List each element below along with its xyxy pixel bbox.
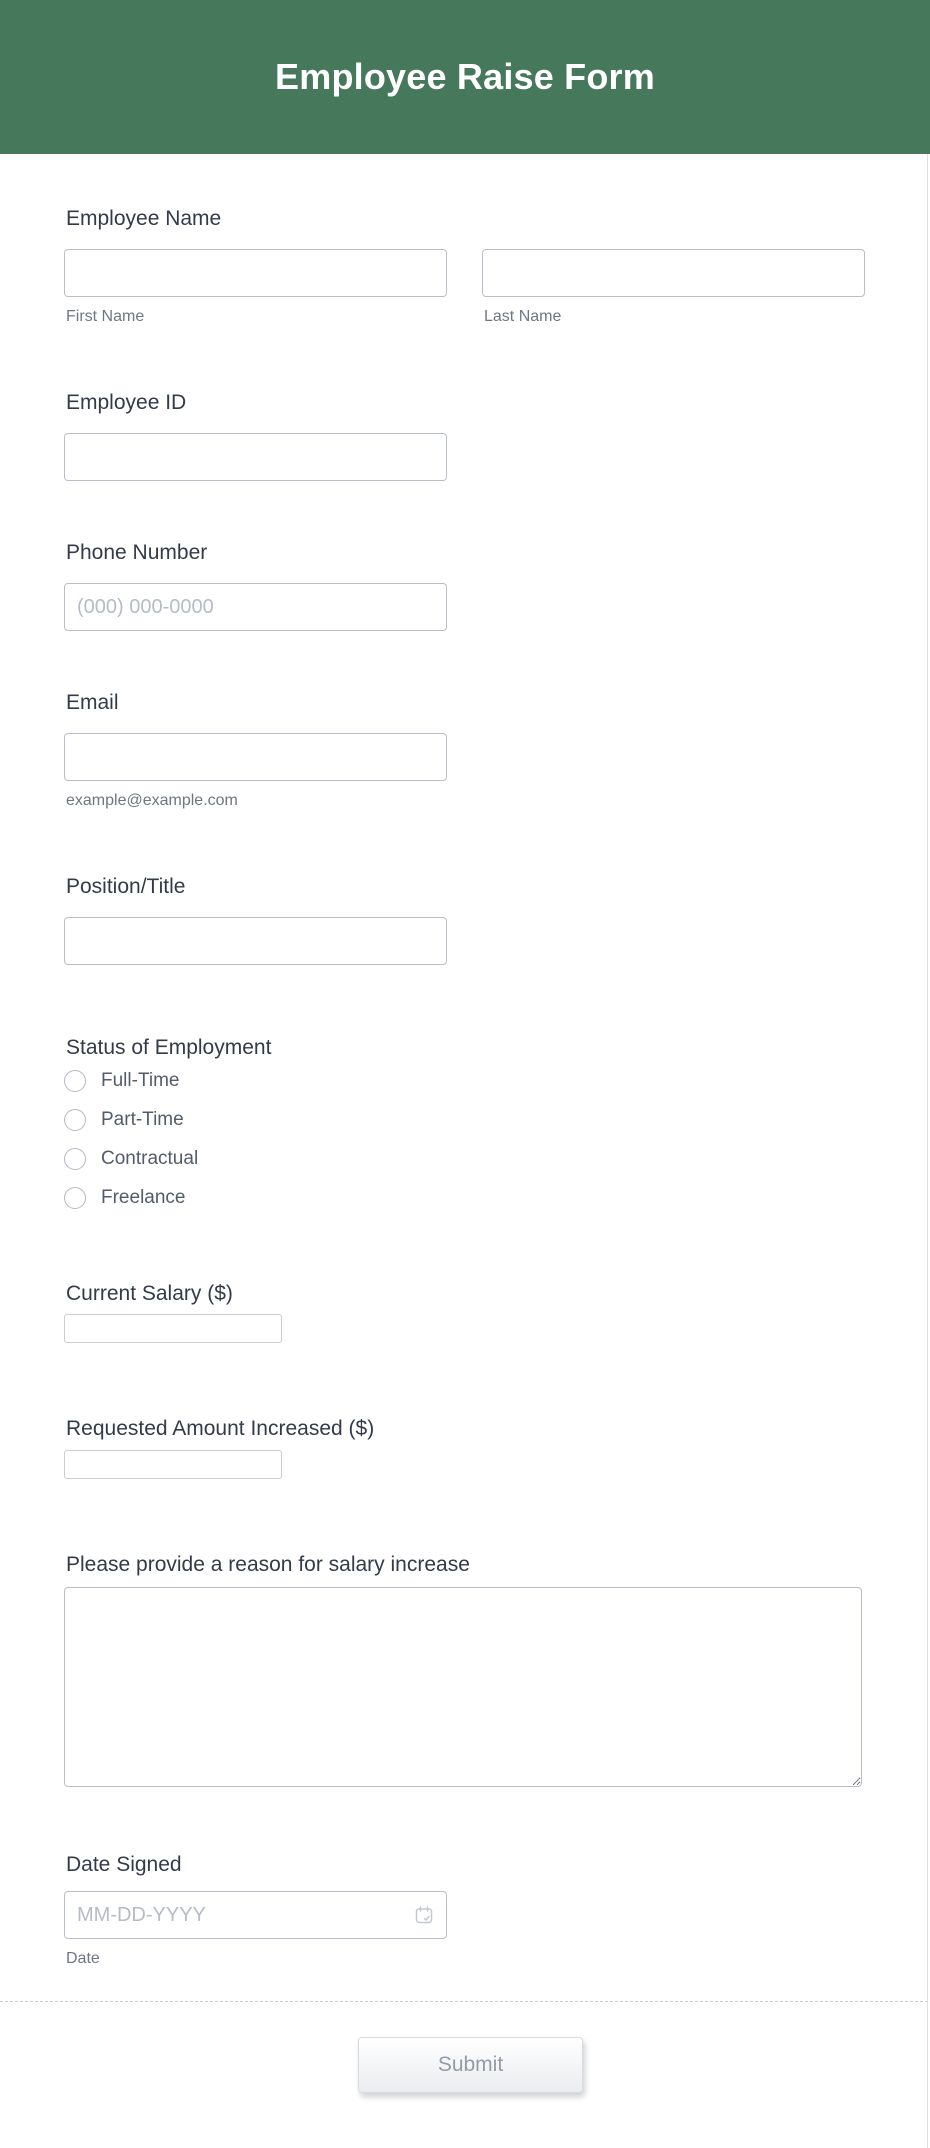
position-title-label: Position/Title: [66, 875, 186, 898]
radio-button-icon[interactable]: [64, 1070, 86, 1092]
field-raise-reason: [64, 1552, 864, 1787]
card-right-edge: [927, 154, 928, 2148]
employee-id-input[interactable]: [64, 433, 447, 481]
current-salary-label: Current Salary ($): [66, 1282, 233, 1305]
first-name-input[interactable]: [64, 249, 447, 297]
submit-button[interactable]: Submit: [358, 2037, 583, 2093]
last-name-sublabel: Last Name: [484, 308, 562, 325]
radio-option-contractual[interactable]: [64, 1139, 864, 1178]
radio-option-label: Part-Time: [101, 1108, 184, 1130]
radio-button-icon[interactable]: [64, 1187, 86, 1209]
employment-status-label: Status of Employment: [66, 1036, 272, 1059]
radio-button-icon[interactable]: [64, 1148, 86, 1170]
form-header: [0, 0, 930, 154]
email-label: Email: [66, 691, 119, 714]
field-date-signed: [64, 1852, 864, 1968]
date-signed-input[interactable]: [64, 1891, 447, 1939]
requested-amount-input[interactable]: [64, 1450, 282, 1479]
phone-number-input[interactable]: [64, 583, 447, 631]
field-current-salary: [64, 1281, 864, 1343]
email-sublabel: example@example.com: [66, 792, 238, 809]
field-email: [64, 690, 864, 810]
raise-reason-textarea[interactable]: [64, 1587, 862, 1787]
radio-option-freelance[interactable]: [64, 1178, 864, 1217]
field-employment-status: [64, 1035, 864, 1217]
radio-option-label: Full-Time: [101, 1069, 180, 1091]
radio-option-label: Contractual: [101, 1147, 199, 1169]
page-title: Employee Raise Form: [275, 56, 655, 97]
position-title-input[interactable]: [64, 917, 447, 965]
first-name-sublabel: First Name: [66, 308, 145, 325]
date-signed-label: Date Signed: [66, 1853, 182, 1876]
raise-reason-label: Please provide a reason for salary increase: [66, 1553, 470, 1576]
employee-id-label: Employee ID: [66, 391, 187, 414]
phone-number-label: Phone Number: [66, 541, 208, 564]
date-sublabel: Date: [66, 1950, 100, 1967]
field-position-title: [64, 874, 864, 965]
employee-name-label: Employee Name: [66, 207, 222, 230]
current-salary-input[interactable]: [64, 1314, 282, 1343]
radio-option-label: Freelance: [101, 1186, 186, 1208]
form-footer-divider: [0, 2001, 928, 2002]
email-input[interactable]: [64, 733, 447, 781]
field-phone-number: [64, 540, 864, 631]
radio-option-full-time[interactable]: [64, 1061, 864, 1100]
field-requested-amount: [64, 1416, 864, 1479]
last-name-input[interactable]: [482, 249, 865, 297]
field-employee-id: [64, 390, 864, 481]
radio-button-icon[interactable]: [64, 1109, 86, 1131]
requested-amount-label: Requested Amount Increased ($): [66, 1417, 375, 1440]
field-employee-name: [64, 206, 864, 326]
radio-option-part-time[interactable]: [64, 1100, 864, 1139]
